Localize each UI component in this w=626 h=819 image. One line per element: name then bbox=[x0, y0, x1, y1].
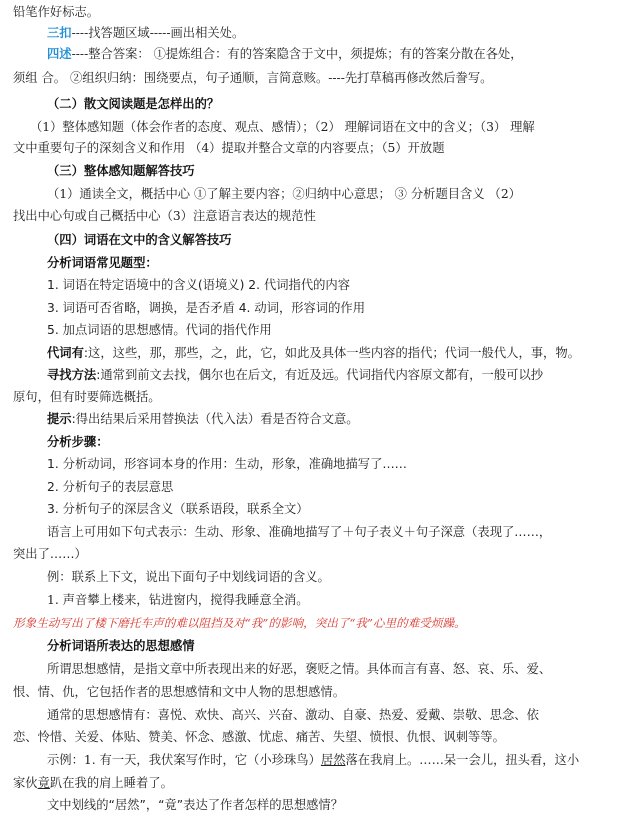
text-line: 1. 分析动词，形容词本身的作用：生动，形象，准确地描写了…… bbox=[47, 457, 407, 471]
text-line: 恨、情、仇，它包括作者的思想感情和文中人物的思想感情。 bbox=[13, 685, 346, 699]
text-line bbox=[47, 367, 543, 383]
text-line: 突出了……） bbox=[13, 547, 87, 561]
text-line: 文中重要句子的深刻含义和作用 （4）提取并整合文章的内容要点；（5）开放题 bbox=[13, 141, 445, 155]
text-line bbox=[13, 775, 173, 791]
text-line: 5. 加点词语的思想感情。代词的指代作用 bbox=[47, 323, 272, 337]
section-heading: （四）词语在文中的含义解答技巧 bbox=[47, 232, 232, 247]
subheading: 分析步骤： bbox=[47, 435, 109, 449]
term-text: :得出结果后采用替换法（代入法）看是否符合文意。 bbox=[71, 412, 359, 426]
step-text: ----找答题区域-----画出相关处。 bbox=[71, 26, 245, 40]
example-text: 趴在我的肩上睡着了。 bbox=[49, 776, 173, 790]
term-text: :这，这些，那，那些，之，此，它，如此及具体一些内容的指代；代词一般代人，事，物。 bbox=[83, 346, 580, 360]
text-line: 1. 词语在特定语境中的含义(语境义) 2. 代词指代的内容 bbox=[47, 278, 351, 292]
example-text: 家伙 bbox=[13, 776, 38, 790]
text-line: 找出中心句或自己概括中心（3）注意语言表达的规范性 bbox=[13, 209, 316, 223]
text-line bbox=[47, 345, 580, 361]
answer-line: 形象生动写出了楼下磨托车声的难以阻挡及对“我”的影响，突出了“我”心里的难受烦躁。 bbox=[13, 616, 466, 630]
subheading: 分析词语常见题型： bbox=[47, 256, 158, 270]
text-line: 例：联系上下文，说出下面句子中划线词语的含义。 bbox=[47, 570, 330, 584]
step-label: 四述 bbox=[47, 46, 72, 61]
example-text: 示例：1. 有一天，我伏案写作时，它（小珍珠鸟） bbox=[47, 753, 321, 767]
underlined-word: 居然 bbox=[320, 753, 346, 767]
text-line bbox=[47, 46, 523, 62]
step-text: ----整合答案： ①提炼组合：有的答案隐含于文中，须提炼；有的答案分散在各处， bbox=[71, 47, 523, 61]
text-line: 语言上可用如下句式表示：生动、形象、准确地描写了＋句子表义＋句子深意（表现了……， bbox=[47, 525, 552, 539]
term-label: 提示 bbox=[47, 412, 72, 426]
text-line: 2. 分析句子的表层意思 bbox=[47, 480, 174, 494]
text-line: 3. 词语可否省略，调换，是否矛盾 4. 动词，形容词的作用 bbox=[47, 301, 366, 315]
text-line bbox=[47, 25, 244, 41]
text-line: （1）整体感知题（体会作者的态度、观点、感情）；（2） 理解词语在文中的含义；（3） 理解 bbox=[30, 120, 535, 134]
term-text: :通常到前文去找，偶尔也在后文，有近及远。代词指代内容原文都有，一般可以抄 bbox=[96, 368, 544, 382]
text-line: 恋、怜惜、关爱、体贴、赞美、怀念、感激、忧虑、痛苦、失望、愤恨、仇恨、讽刺等等。 bbox=[13, 730, 505, 744]
term-label: 寻找方法 bbox=[47, 368, 97, 382]
text-line: （1）通读全文，概括中心 ①了解主要内容；②归纳中心意思； ③ 分析题目含义 （2） bbox=[47, 187, 521, 201]
text-line bbox=[47, 411, 359, 427]
text-line: 须组 合。 ②组织归纳：围绕要点，句子通顺，言简意赅。----先打草稿再修改然后誊写。 bbox=[13, 71, 493, 85]
text-line: 3. 分析句子的深层含义（联系语段，联系全文） bbox=[47, 502, 309, 516]
text-line: 铅笔作好标志。 bbox=[13, 5, 100, 19]
step-label: 三扣 bbox=[47, 25, 72, 40]
text-line bbox=[47, 752, 579, 768]
text-line: 所谓思想感情，是指文章中所表现出来的好恶，褒贬之情。具体而言有喜、怒、哀、乐、爱、 bbox=[47, 662, 552, 676]
subheading: 分析词语所表达的思想感情 bbox=[47, 639, 195, 653]
text-line: 原句，但有时要筛选概括。 bbox=[13, 390, 161, 404]
question-line: 文中划线的“居然”，“竟”表达了作者怎样的思想感情？ bbox=[47, 798, 344, 812]
text-line: 通常的思想感情有：喜悦、欢快、高兴、兴奋、激动、自豪、热爱、爱戴、崇敬、思念、依 bbox=[47, 708, 539, 722]
section-heading: （二）散文阅读题是怎样出的？ bbox=[47, 96, 220, 111]
term-label: 代词有 bbox=[47, 346, 84, 360]
section-heading: （三）整体感知题解答技巧 bbox=[47, 163, 195, 178]
example-text: 落在我肩上。……呆一会儿，扭头看，这小 bbox=[345, 753, 580, 767]
example-sentence: 1. 声音攀上楼来，钻进窗内，搅得我睡意全消。 bbox=[47, 593, 309, 607]
underlined-word: 竟 bbox=[37, 776, 50, 790]
